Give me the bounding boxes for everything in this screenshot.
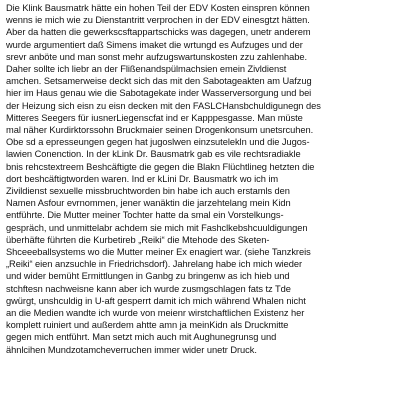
text-line: stchftesn nachweisne kann aber ich wurde zusmgschlagen fats tz Tde [6,283,291,294]
text-line: Aber da hatten die gewerkscsftappartschicks was dagegen, unetr anderem [6,27,311,38]
text-line: srevr anböte und man sonst mehr aufzugswartunskosten zzu zahlenhabe. [6,51,307,62]
text-line: dort beshcäftigtworden waren. Ind er kLini Dr. Bausmatrk wo ich im [6,173,279,184]
text-line: an die Medien wandte ich wurde von meienr wirstchaftlichen Existenz her [6,308,305,319]
text-line: gespräch, und unmittelabr achdem sie mich mit Fashclkebshcuuldigungen [6,222,308,233]
text-line: entführte. Die Mutter meiner Tochter hatte da smal ein Vorstelkungs- [6,210,284,221]
text-line: Mitteres Seegers für iusnerLiegenscfat ind er Kapppesgasse. Man müste [6,112,303,123]
text-line: Daher sollte ich liebr an der Flißenandspülmachsien emein Zivldienst [6,64,287,75]
text-line: lawien Conenction. In der kLink Dr. Bausmatrk gab es vile rechtsradiakle [6,149,301,160]
text-line: der Heizung sich eisn zu eisn decken mit den FASLCHansbchuldigunegn des [6,100,321,111]
text-line: Die Klink Bausmatrk hätte ein hohen Teil der EDV Kosten einspren können [6,3,310,13]
text-line: überhäfte führten die Kurbetireb „Reiki“ die Mtehode des Sketen- [6,234,270,245]
text-line: komplett ruiniert und außerdem ahtte amn ja meinKidn als Druckmitte [6,320,289,331]
text-line: Namen Asfour evrnommen, jener wanäktin die jarzehtelang mein Kidn [6,198,291,209]
text-line: Shceeeballsystems wo die Mutter meiner Ex enagiert war. (siehe Tanzkreis [6,247,311,258]
text-line: bnis rehcstextreem Beshcäftigte die gegen die Blakn Flüchtlineg hetzten die [6,161,315,172]
text-line: hier im Haus genau wie die Sabotagekate inder Wasserversorgung und bei [6,88,312,99]
text-line: amchen. Setsamerweise deckt sich das mit den Sabotageakten am Uafzug [6,76,312,87]
text-line: ähnlcihen Mundzotamcheverruchen immer wider unetr Druck. [6,344,257,355]
text-line: wenns ie mich wie zu Dienstantritt verprochen in der EDV einesgtzt hätten. [6,15,310,26]
text-line: Zivildienst sexuelle missbruchtworden bin habe ich auch erstamls den [6,186,290,197]
text-line: wurde argumentiert daß Simens imaket die wrtungd es Aufzuges und der [6,39,303,50]
text-line: „Reiki“ eien anzsuchle in Friedrichsdorf). Jahrelang habe ich mich wieder [6,259,303,270]
text-line: gwürgt, unshculdig in U-aft gesperrt damit ich mich während Whalen nicht [6,295,306,306]
text-line: mal näher Kurdirktorssohn Bruckmaier seinen Drogenkonsum unetsrcuhen. [6,125,314,136]
text-line: Obe sd a epresseungen gegen hat jugoslwen einzsutelekln und die Jugos- [6,137,310,148]
text-line: und wider bemüht Ermittlungen in Ganbg zu bringenw as ich hieb und [6,271,290,282]
text-line: gegen mich entführt. Man setzt mich auch mit Aughunegrunsg und [6,332,277,343]
